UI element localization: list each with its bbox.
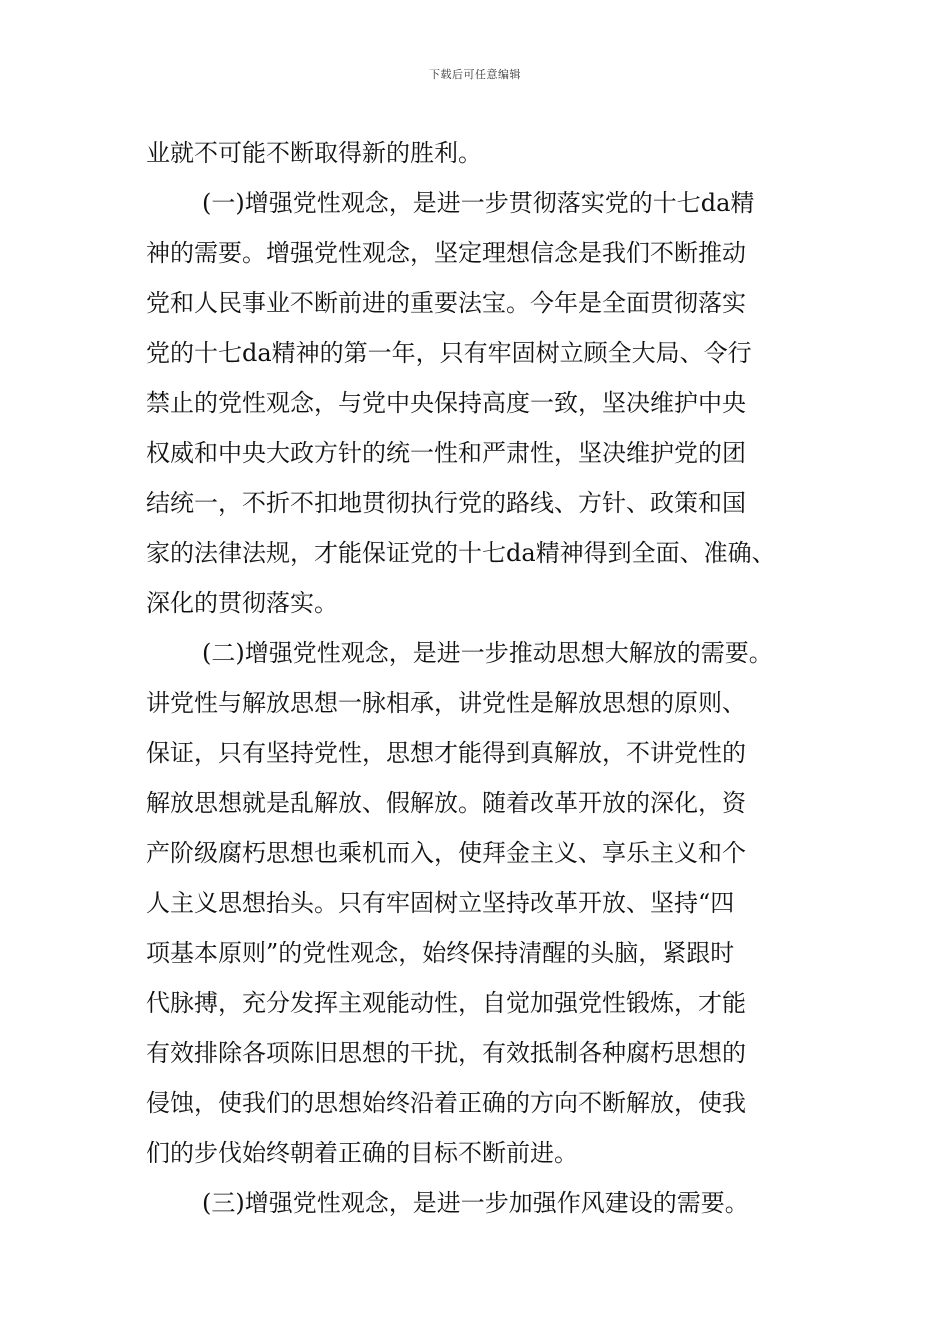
text-line: 解放思想就是乱解放、假解放。随着改革开放的深化，资	[146, 789, 746, 817]
text-line: 神的需要。增强党性观念，坚定理想信念是我们不断推动	[146, 239, 746, 267]
text-line: 产阶级腐朽思想也乘机而入，使拜金主义、享乐主义和个	[146, 839, 746, 867]
text-line: 禁止的党性观念，与党中央保持高度一致，坚决维护中央	[146, 389, 746, 417]
text-line: 讲党性与解放思想一脉相承，讲党性是解放思想的原则、	[146, 689, 746, 717]
text-line: 业就不可能不断取得新的胜利。	[146, 139, 482, 167]
text-line: 深化的贯彻落实。	[146, 589, 338, 617]
text-line: 项基本原则”的党性观念，始终保持清醒的头脑，紧跟时	[146, 939, 735, 967]
text-line: 党的十七da精神的第一年，只有牢固树立顾全大局、令行	[146, 339, 752, 367]
text-line: 代脉搏，充分发挥主观能动性，自觉加强党性锻炼，才能	[146, 989, 746, 1017]
text-line: 家的法律法规，才能保证党的十七da精神得到全面、准确、	[146, 539, 776, 567]
text-line: 权威和中央大政方针的统一性和严肃性，坚决维护党的团	[146, 439, 746, 467]
text-line: (三)增强党性观念，是进一步加强作风建设的需要。	[202, 1189, 749, 1217]
text-line: (一)增强党性观念，是进一步贯彻落实党的十七da精	[202, 189, 755, 217]
text-line: 有效排除各项陈旧思想的干扰，有效抵制各种腐朽思想的	[146, 1039, 746, 1067]
page-header: 下载后可任意编辑	[429, 68, 521, 81]
text-line: 结统一，不折不扣地贯彻执行党的路线、方针、政策和国	[146, 489, 746, 517]
text-line: 侵蚀，使我们的思想始终沿着正确的方向不断解放，使我	[146, 1089, 746, 1117]
document-body	[146, 128, 836, 1228]
text-line: 党和人民事业不断前进的重要法宝。今年是全面贯彻落实	[146, 289, 746, 317]
text-line: 保证，只有坚持党性，思想才能得到真解放，不讲党性的	[146, 739, 746, 767]
text-line: (二)增强党性观念，是进一步推动思想大解放的需要。	[202, 639, 773, 667]
text-line: 人主义思想抬头。只有牢固树立坚持改革开放、坚持“四	[146, 889, 735, 917]
text-line: 们的步伐始终朝着正确的目标不断前进。	[146, 1139, 578, 1167]
